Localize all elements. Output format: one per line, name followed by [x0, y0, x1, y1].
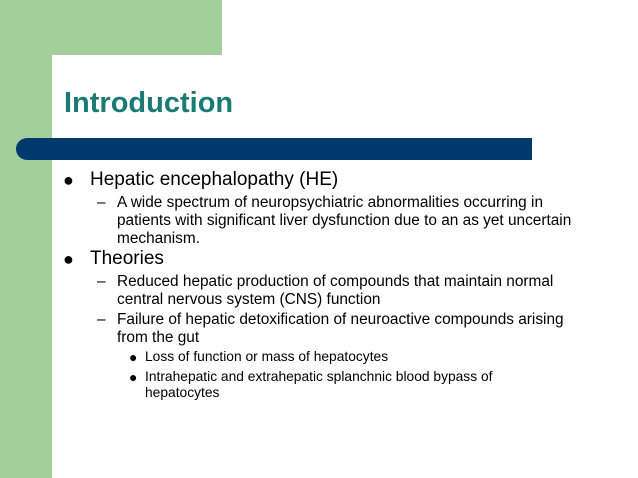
bullet-item-level3 [129, 369, 565, 401]
dash-bullet-icon: – [97, 273, 106, 290]
bullet-text: Hepatic encephalopathy (HE) [90, 169, 339, 190]
bullet-icon: ● [129, 349, 138, 365]
bullet-icon: ● [63, 170, 74, 190]
slide-title: Introduction [64, 87, 234, 119]
bullet-text: Intrahepatic and extrahepatic splanchnic blood bypass of hepatocytes [145, 369, 493, 400]
dash-bullet-icon: – [97, 311, 106, 328]
bullet-item-level3 [129, 349, 565, 365]
bullet-icon: ● [129, 369, 138, 385]
bullet-text: Loss of function or mass of hepatocytes [145, 349, 389, 364]
bullet-item-level2 [97, 311, 587, 347]
bullet-text: Failure of hepatic detoxification of neuroactive compounds arising from the gut [117, 311, 564, 346]
bullet-text: Reduced hepatic production of compounds that maintain normal central nervous system (CNS) function [117, 273, 554, 308]
bullet-icon: ● [63, 249, 74, 269]
bullet-item-level1 [63, 248, 164, 270]
bullet-text: Theories [90, 248, 164, 269]
bullet-item-level2 [97, 194, 587, 248]
bullet-item-level1 [63, 169, 339, 191]
dash-bullet-icon: – [97, 194, 106, 211]
bullet-item-level2 [97, 273, 587, 309]
bullet-text: A wide spectrum of neuropsychiatric abnormalities occurring in patients with significant liver dysfunction due to an as yet uncertain mechanism. [117, 194, 572, 247]
